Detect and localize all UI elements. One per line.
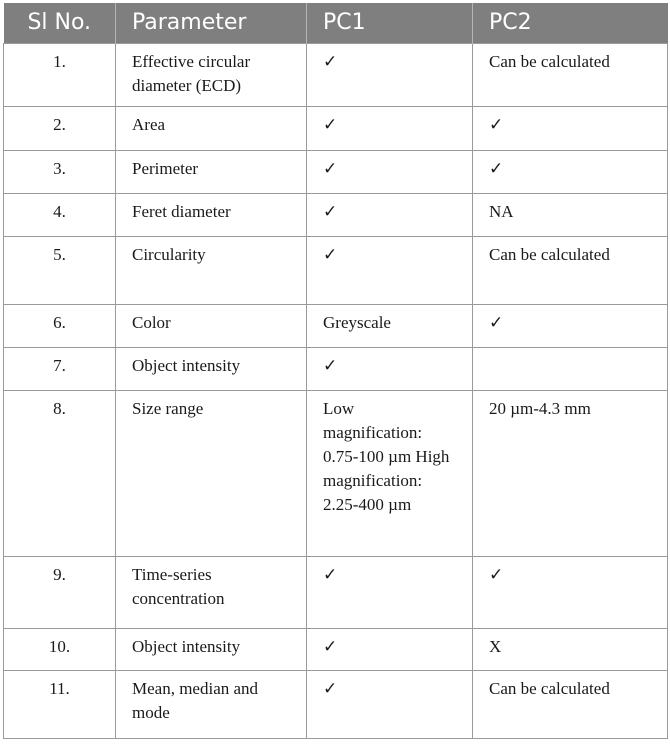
table-row [4,670,668,738]
table-row [4,43,668,106]
table-row [4,628,668,670]
table-row [4,347,668,390]
cell-parameter: Area [116,106,307,150]
cell-parameter: Feret diameter [116,193,307,236]
cell-sl-no: 5. [4,236,116,304]
cell-pc2: Can be calculated [473,43,668,106]
cell-parameter: Object intensity [116,628,307,670]
cell-pc1: ✓ [307,106,473,150]
cell-pc2: Can be calculated [473,670,668,738]
table-row [4,236,668,304]
cell-sl-no: 11. [4,670,116,738]
cell-parameter: Time-series concentration [116,556,307,628]
cell-pc2: X [473,628,668,670]
cell-sl-no: 10. [4,628,116,670]
cell-pc2: NA [473,193,668,236]
header-parameter: Parameter [116,3,307,43]
cell-pc2: ✓ [473,556,668,628]
cell-pc2: ✓ [473,106,668,150]
table-row [4,556,668,628]
cell-sl-no: 7. [4,347,116,390]
cell-sl-no: 4. [4,193,116,236]
cell-sl-no: 6. [4,304,116,347]
header-sl-no: Sl No. [4,3,116,43]
cell-sl-no: 3. [4,150,116,193]
cell-parameter: Effective circular diameter (ECD) [116,43,307,106]
cell-pc2: ✓ [473,304,668,347]
cell-sl-no: 9. [4,556,116,628]
cell-pc1: Low magnification: 0.75-100 µm High magnification: 2.25-400 µm [307,390,473,556]
table-row [4,390,668,556]
parameter-table [3,3,668,739]
cell-parameter: Color [116,304,307,347]
cell-parameter: Circularity [116,236,307,304]
cell-sl-no: 8. [4,390,116,556]
cell-pc1: ✓ [307,236,473,304]
cell-parameter: Perimeter [116,150,307,193]
cell-pc1: ✓ [307,556,473,628]
cell-pc1: ✓ [307,150,473,193]
cell-pc1: ✓ [307,43,473,106]
cell-pc1: ✓ [307,670,473,738]
cell-pc1: ✓ [307,193,473,236]
cell-pc1: ✓ [307,347,473,390]
table-row [4,106,668,150]
header-pc1: PC1 [307,3,473,43]
cell-pc2: 20 µm-4.3 mm [473,390,668,556]
cell-pc2: Can be calculated [473,236,668,304]
table-row [4,304,668,347]
table-row [4,193,668,236]
cell-parameter: Size range [116,390,307,556]
header-pc2: PC2 [473,3,668,43]
table-header-row [4,3,668,43]
cell-parameter: Object intensity [116,347,307,390]
cell-sl-no: 1. [4,43,116,106]
cell-parameter: Mean, median and mode [116,670,307,738]
cell-pc2 [473,347,668,390]
cell-pc1: ✓ [307,628,473,670]
cell-pc2: ✓ [473,150,668,193]
cell-sl-no: 2. [4,106,116,150]
table-row [4,150,668,193]
cell-pc1: Greyscale [307,304,473,347]
